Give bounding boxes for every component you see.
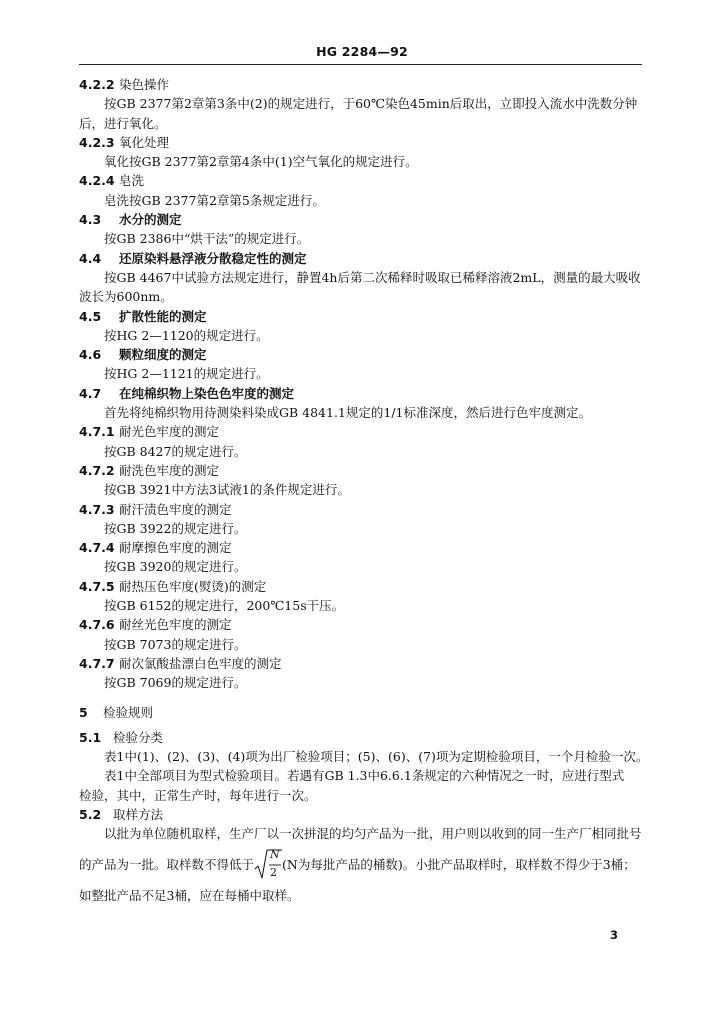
sqrt-formula xyxy=(254,847,282,883)
paragraph: 按GB 8427的规定进行。 xyxy=(104,443,247,459)
header-rule xyxy=(79,64,642,65)
page-header: HG 2284—92 xyxy=(316,44,408,59)
paragraph: 皂洗按GB 2377第2章第5条规定进行。 xyxy=(104,192,325,208)
paragraph: 按GB 6152的规定进行，200℃15s干压。 xyxy=(104,598,345,614)
paragraph: 检验，其中，正常生产时，每年进行一次。 xyxy=(79,787,317,803)
paragraph-with-formula: 的产品为一批。取样数不得低于 N 2 (N为每批产品的桶数)。小批产品取样时，取样数不得少于3桶； xyxy=(79,844,645,886)
paragraph: 按GB 3920的规定进行。 xyxy=(104,559,247,575)
document-body xyxy=(79,75,649,905)
paragraph: 后，进行氧化。 xyxy=(79,115,167,131)
paragraph: 首先将纯棉织物用待测染料染成GB 4841.1规定的1/1标准深度，然后进行色牢度测定。 xyxy=(104,405,592,421)
heading-4-7: 4.7 在纯棉织物上染色色牢度的测定 xyxy=(79,385,295,401)
paragraph: 按GB 2377第2章第3条中(2)的规定进行，于60℃染色45min后取出，立即投入流水中洗数分钟 xyxy=(104,96,638,112)
paragraph: 如整批产品不足3桶，应在每桶中取样。 xyxy=(79,887,300,903)
heading-4-6: 4.6 颗粒细度的测定 xyxy=(79,347,207,363)
formula-numerator: N xyxy=(270,848,280,862)
heading-5-1: 5.1 检验分类 xyxy=(79,729,164,745)
paragraph: 表1中(1)、(2)、(3)、(4)项为出厂检验项目；(5)、(6)、(7)项为定期检验项目，一个月检验一次。 xyxy=(104,749,649,765)
heading-4-7-7: 4.7.7 耐次氯酸盐漂白色牢度的测定 xyxy=(79,655,282,671)
paragraph: 按GB 3922的规定进行。 xyxy=(104,520,247,536)
paragraph: 表1中全部项目为型式检验项目。若遇有GB 1.3中6.6.1条规定的六种情况之一时，应进行型式 xyxy=(104,768,625,784)
page-number: 3 xyxy=(610,928,619,942)
heading-4-7-3: 4.7.3 耐汗渍色牢度的测定 xyxy=(79,501,232,517)
formula-denominator: 2 xyxy=(270,866,278,880)
heading-4-2-3: 4.2.3 氧化处理 xyxy=(79,134,170,150)
heading-5-2: 5.2 取样方法 xyxy=(79,806,164,822)
heading-4-5: 4.5 扩散性能的测定 xyxy=(79,308,207,324)
heading-4-2-2: 4.2.2 染色操作 xyxy=(79,77,170,92)
paragraph: 按GB 3921中方法3试液1的条件规定进行。 xyxy=(104,482,350,498)
paragraph: 波长为600nm。 xyxy=(79,289,173,305)
heading-4-7-1: 4.7.1 耐光色牢度的测定 xyxy=(79,424,220,440)
heading-4-3: 4.3 水分的测定 xyxy=(79,212,182,228)
paragraph: 按GB 7069的规定进行。 xyxy=(104,675,247,691)
paragraph: 按HG 2—1121的规定进行。 xyxy=(104,366,269,382)
paragraph: 按GB 2386中“烘干法”的规定进行。 xyxy=(104,231,310,247)
spacer xyxy=(79,693,645,703)
heading-4-7-4: 4.7.4 耐摩擦色牢度的测定 xyxy=(79,540,232,556)
heading-4-4: 4.4 还原染料悬浮液分散稳定性的测定 xyxy=(79,250,307,266)
paragraph: 按GB 7073的规定进行。 xyxy=(104,636,247,652)
heading-5: 5 检验规则 xyxy=(79,704,154,720)
heading-4-7-5: 4.7.5 耐热压色牢度(熨烫)的测定 xyxy=(79,578,267,594)
heading-4-2-4: 4.2.4 皂洗 xyxy=(79,173,145,189)
paragraph: 氧化按GB 2377第2章第4条中(1)空气氧化的规定进行。 xyxy=(104,154,418,170)
heading-4-7-2: 4.7.2 耐洗色牢度的测定 xyxy=(79,462,220,478)
heading-4-7-6: 4.7.6 耐丝光色牢度的测定 xyxy=(79,617,232,633)
paragraph: 按HG 2—1120的规定进行。 xyxy=(104,327,269,343)
paragraph: 以批为单位随机取样，生产厂以一次拼混的均匀产品为一批，用户则以收到的同一生产厂相同批号 xyxy=(104,826,642,842)
paragraph: 按GB 4467中试验方法规定进行，静置4h后第二次稀释时吸取已稀释溶液2mL，测量的最大吸收 xyxy=(104,269,641,285)
